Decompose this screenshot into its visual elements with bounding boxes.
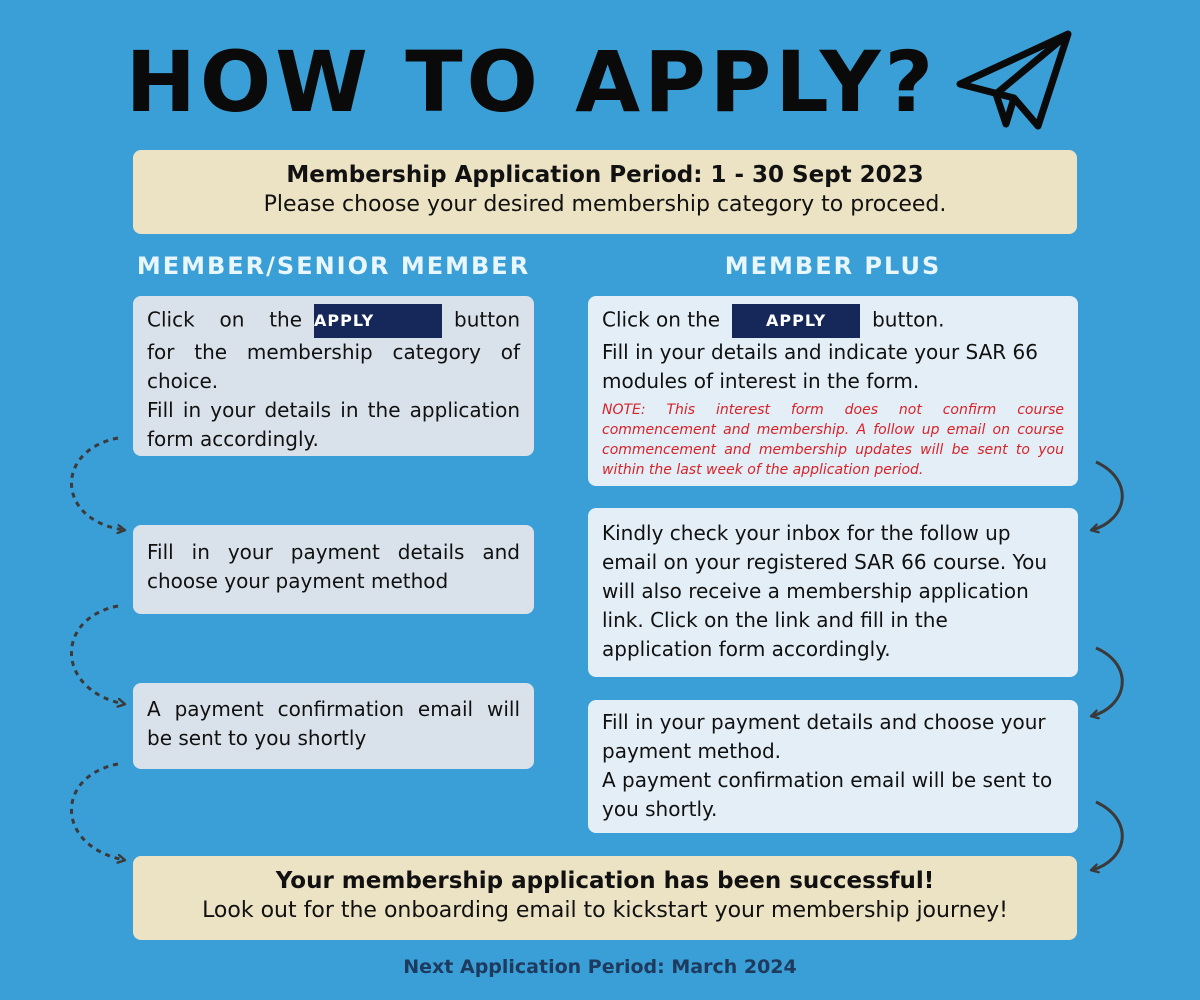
right-step-1-line2: Fill in your details and indicate your SAR 66 modules of interest in the form.	[602, 340, 1038, 393]
left-step-1-rest: for the membership category of choice.	[147, 340, 520, 393]
curved-arrow-icon	[1092, 802, 1122, 870]
interest-form-note: NOTE: This interest form does not confirm course commencement and membership. A follow up email on course commencement and membership updates will be sent to you within the last week of the application period.	[602, 402, 1064, 478]
left-step-1-post: button	[454, 307, 520, 332]
left-step-1-line2: Fill in your details in the application form accordingly.	[147, 398, 520, 451]
curved-arrow-icon	[71, 606, 124, 704]
application-period-text: Membership Application Period: 1 - 30 Sept 2023	[286, 162, 924, 188]
apply-button-plus[interactable]: APPLY	[732, 304, 860, 338]
right-step-3-line1: Fill in your payment details and choose your payment method.	[602, 710, 1046, 763]
success-text: Your membership application has been successful!	[275, 868, 935, 894]
onboarding-text: Look out for the onboarding email to kickstart your membership journey!	[202, 898, 1008, 923]
curved-arrow-icon	[1092, 462, 1122, 530]
apply-button[interactable]: APPLY	[314, 304, 442, 338]
left-step-3-text: A payment confirmation email will be sent to you shortly	[147, 697, 520, 750]
left-step-1-pre: Click on the	[147, 307, 303, 332]
right-step-1-pre: Click on the	[602, 307, 721, 332]
member-plus-heading: MEMBER PLUS	[724, 252, 942, 280]
curved-arrow-icon	[1092, 648, 1122, 716]
curved-arrow-icon	[71, 438, 124, 530]
right-step-1-post: button.	[872, 307, 945, 332]
member-senior-heading: MEMBER/SENIOR MEMBER	[136, 252, 531, 280]
choose-category-text: Please choose your desired membership category to proceed.	[263, 192, 947, 217]
left-step-2-text: Fill in your payment details and choose your payment method	[147, 540, 520, 593]
curved-arrow-icon	[71, 764, 124, 860]
right-step-3-line2: A payment confirmation email will be sent to you shortly.	[602, 768, 1053, 821]
next-application-period: Next Application Period: March 2024	[403, 956, 797, 978]
right-step-2-text: Kindly check your inbox for the follow up email on your registered SAR 66 course. You will also receive a membership application link. Click on the link and fill in the application form accordingly.	[602, 521, 1048, 661]
title-text: HOW TO APPLY?	[125, 33, 938, 131]
